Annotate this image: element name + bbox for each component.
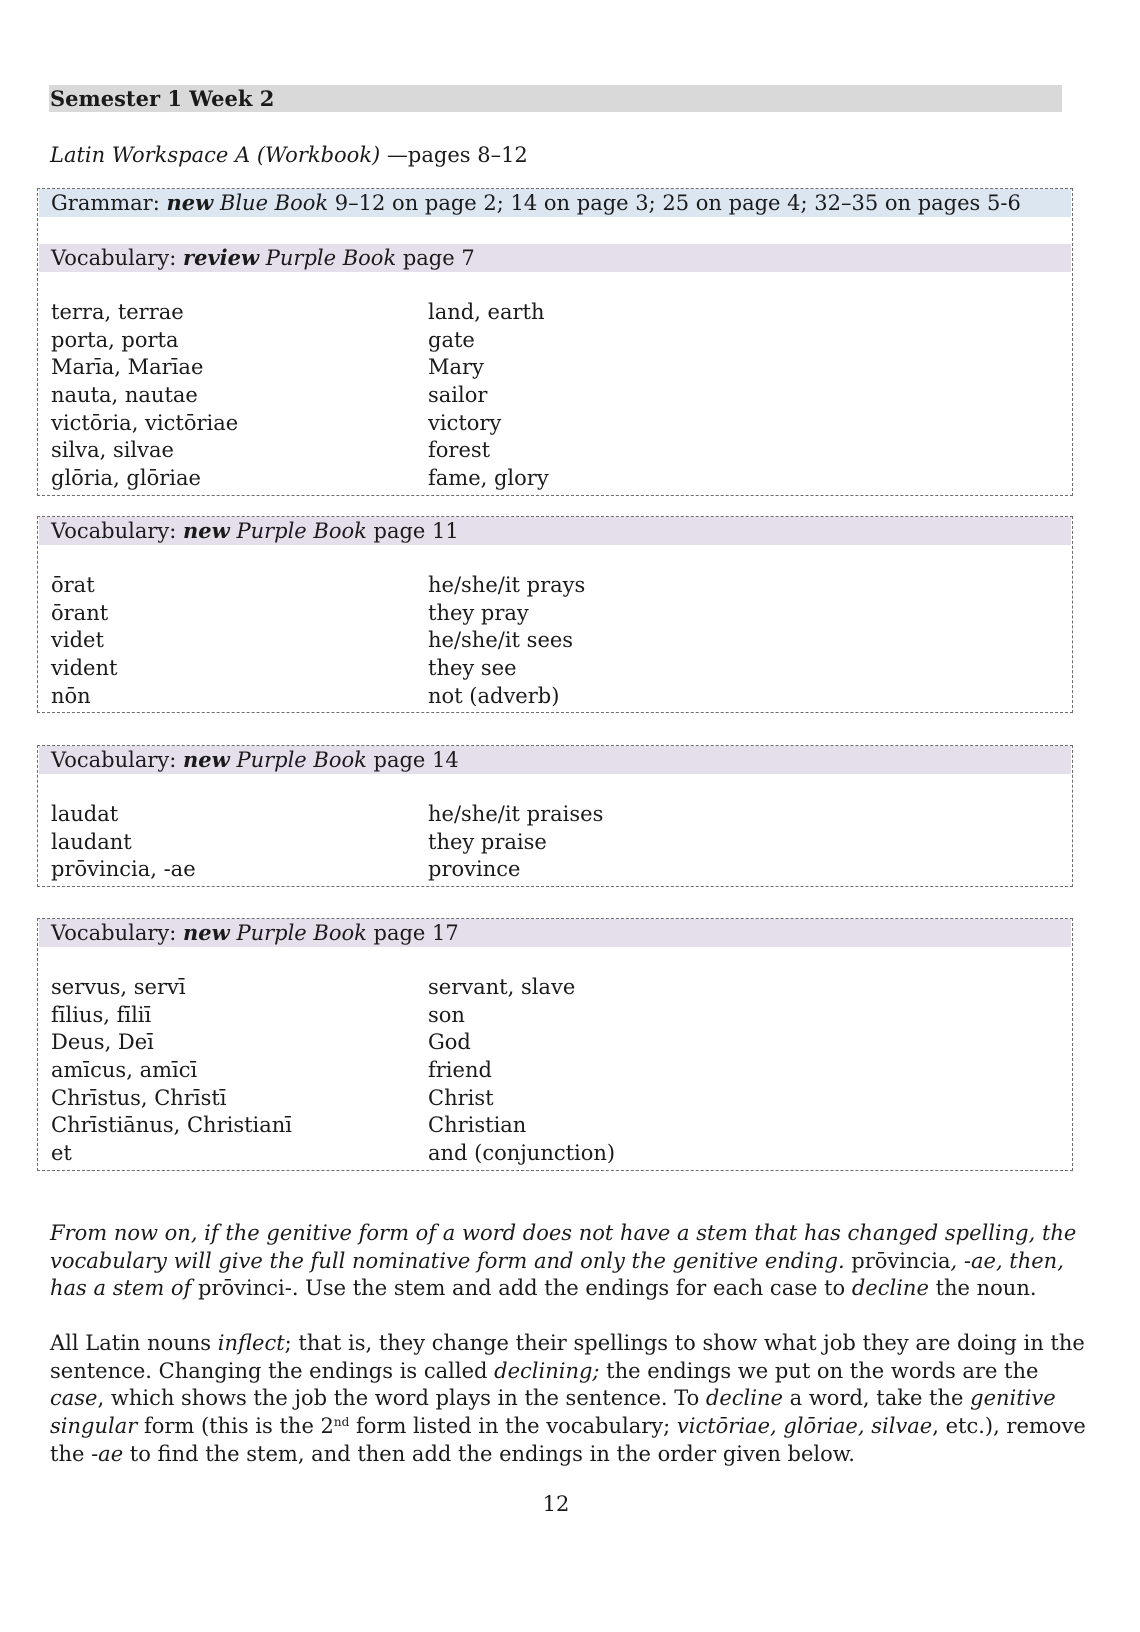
vocab-list [38,947,1072,1170]
grammar-review-box [37,188,1073,496]
english-meaning: fame, glory [428,466,549,491]
page-number: 12 [542,1492,570,1516]
emphasis: decline [705,1386,783,1411]
grammar-qualifier: new [166,190,214,215]
vocab-box-page-11 [37,516,1073,713]
vocab-row [38,1057,1072,1085]
latin-term: laudant [51,829,132,854]
vocab-page: page 17 [366,921,459,945]
emphasis: inflect [217,1331,285,1355]
english-meaning: and (conjunction) [428,1141,616,1166]
vocab-label: Vocabulary: [51,519,184,543]
vocab-label: Vocabulary: [51,748,184,772]
english-meaning: friend [428,1058,492,1083]
english-meaning: God [428,1030,471,1055]
vocab-row [38,627,1072,655]
english-meaning: servant, slave [428,975,576,999]
latin-term: Marīa, Marīae [51,355,204,380]
english-meaning: they pray [428,600,529,625]
vocab-box-page-14 [37,745,1073,887]
vocab-row [38,1140,1072,1168]
text: the endings we put on the words are the [599,1358,1039,1383]
spacer [38,217,1072,244]
emphasis: case [50,1386,98,1411]
emphasis: genitive singular [50,1386,1056,1439]
vocab-label: Vocabulary: [51,921,184,945]
vocab-row [38,382,1072,410]
vocab-row [38,600,1072,628]
english-meaning: they praise [428,829,547,854]
vocab-row [38,354,1072,382]
latin-term: silva, silvae [51,438,174,463]
vocab-row [38,856,1072,884]
english-meaning: victory [428,410,502,435]
grammar-header [39,189,1071,217]
latin-term: nauta, nautae [51,383,198,408]
vocab-row [38,801,1072,829]
text: form (this is the 2 [137,1414,334,1439]
vocab-row [38,572,1072,600]
emphasis: -ae [91,1441,124,1466]
vocab-row [38,327,1072,355]
vocab-row [38,1112,1072,1140]
grammar-detail: 9–12 on page 2; 14 on page 3; 25 on page 4; 32–35 on pages 5-6 [328,191,1021,215]
latin-term: vident [51,656,118,681]
vocab-book: Purple Book [236,748,367,772]
text: All Latin nouns [50,1331,218,1355]
vocab-header [39,919,1071,947]
week-header: Semester 1 Week 2 [49,85,1062,112]
vocab-page: page 7 [396,246,475,270]
workbook-line [50,142,528,169]
latin-term: fīlius, fīliī [51,1002,152,1027]
vocab-label: Vocabulary: [51,246,184,270]
latin-term: amīcus, amīcī [51,1058,198,1083]
emphasis: declining; [494,1358,600,1383]
latin-term: porta, porta [51,327,179,352]
english-meaning: he/she/it praises [428,802,604,826]
latin-term: prōvincia, -ae [51,857,196,882]
genitive-note [50,1220,1090,1303]
note-text: , then, has a stem of [50,1248,1064,1301]
latin-term: laudat [51,802,119,826]
vocab-list [38,545,1072,712]
text: to find the stem, and then add the endings in the order given below. [123,1441,855,1466]
latin-term: et [51,1141,72,1166]
vocab-qualifier: review [183,245,260,270]
latin-term: servus, servī [51,975,186,999]
latin-term: Deus, Deī [51,1030,154,1055]
latin-term: ōrat [51,573,95,597]
vocab-list [38,272,1072,495]
latin-term: glōria, glōriae [51,466,201,491]
english-meaning: son [428,1002,465,1027]
vocab-book: Purple Book [265,246,397,270]
text: form listed in the vocabulary; [349,1414,677,1439]
note-term: prōvincia [851,1248,951,1273]
vocab-row [38,299,1072,327]
text: , which shows the job the word plays in the sentence. To [97,1386,706,1411]
vocab-header [39,517,1071,545]
vocab-box-page-17 [37,918,1073,1171]
english-meaning: Christ [428,1085,494,1110]
workbook-title: Latin Workspace A (Workbook) [50,143,381,167]
vocab-header [39,244,1071,272]
vocab-row [38,1029,1072,1057]
english-meaning: not (adverb) [428,683,560,708]
english-meaning: sailor [428,383,488,408]
latin-term: terra, terrae [51,300,184,324]
note-text: From now on, if the genitive form of a word does not have a stem that has changed spelling, the vocabulary will give the full nominative form and only the genitive ending. [50,1221,1077,1273]
latin-term: videt [51,628,104,653]
vocab-qualifier: new [183,747,230,772]
vocab-row [38,683,1072,711]
vocab-list [38,774,1072,886]
latin-term: ōrant [51,600,109,625]
vocab-row [38,1085,1072,1113]
vocab-row [38,410,1072,438]
text: ; that is, they change their spellings to show what job they are doing in the sentence. Changing the endings is called [50,1331,1085,1383]
vocab-qualifier: new [183,518,230,543]
emphasis: victōriae, glōriae, silvae [676,1414,933,1439]
english-meaning: Christian [428,1113,527,1138]
vocab-page: page 14 [366,748,459,772]
vocab-qualifier: new [183,920,230,945]
vocab-row [38,465,1072,493]
grammar-label: Grammar: [51,191,167,215]
note-text: the noun. [928,1276,1037,1301]
latin-term: nōn [51,683,91,708]
vocab-row [38,437,1072,465]
declension-explanation [50,1330,1090,1469]
note-ending: , -ae [950,1248,996,1273]
english-meaning: forest [428,438,491,463]
english-meaning: province [428,857,521,882]
english-meaning: Mary [428,355,484,380]
text: , etc.), remove the [50,1414,1086,1466]
text: a word, take the [782,1386,971,1411]
english-meaning: gate [428,327,475,352]
english-meaning: he/she/it sees [428,628,574,653]
vocab-row [38,829,1072,857]
vocab-row [38,655,1072,683]
vocab-page: page 11 [366,519,459,543]
note-emphasis: decline [851,1276,929,1301]
ordinal-superscript: nd [333,1415,350,1430]
english-meaning: he/she/it prays [428,573,586,597]
latin-term: Chrīstus, Chrīstī [51,1085,227,1110]
note-text: prōvinci-. Use the stem and add the endings for each case to [198,1276,852,1301]
workbook-pages: —pages 8–12 [380,143,528,167]
english-meaning: land, earth [428,300,545,324]
vocab-book: Purple Book [236,519,367,543]
vocab-book: Purple Book [236,921,367,945]
grammar-book: Blue Book [219,191,329,215]
latin-term: Chrīstiānus, Christianī [51,1113,293,1138]
vocab-header [39,746,1071,774]
vocab-row [38,974,1072,1002]
latin-term: victōria, victōriae [51,410,239,435]
english-meaning: they see [428,656,517,681]
vocab-row [38,1002,1072,1030]
